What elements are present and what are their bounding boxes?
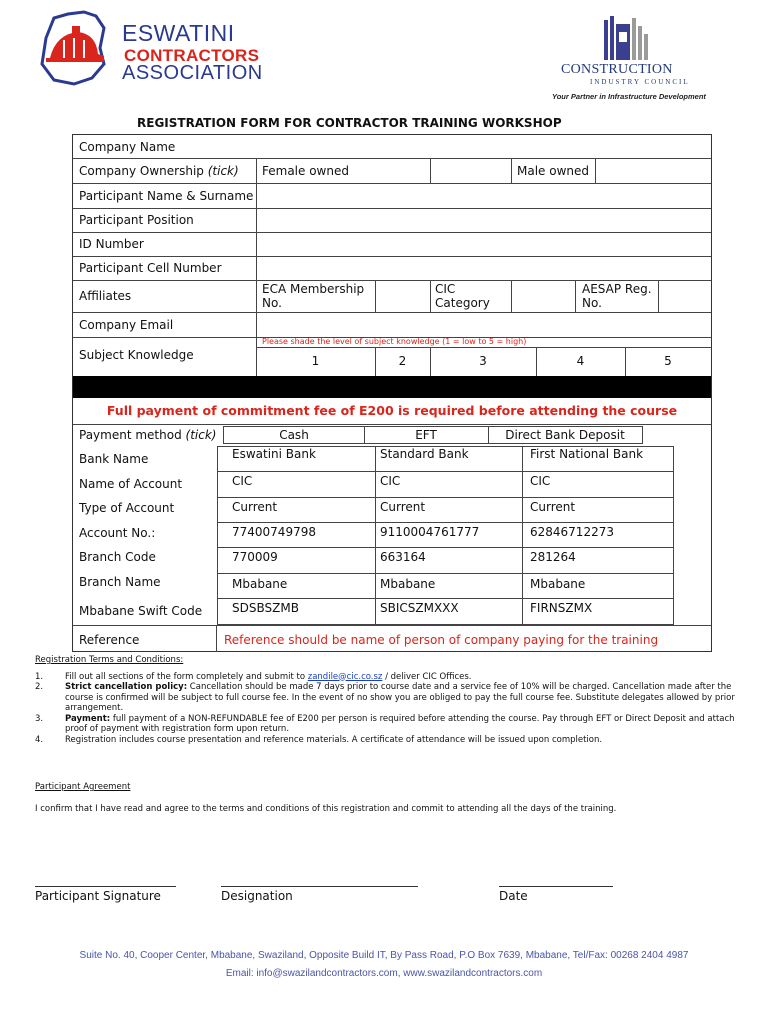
- label-participant-position: Participant Position: [79, 213, 194, 227]
- label-cell-number: Participant Cell Number: [79, 261, 222, 275]
- label-cic-category: CIC Category: [435, 282, 490, 310]
- agreement-heading: Participant Agreement: [35, 782, 131, 792]
- label-account-number: Account No.:: [79, 526, 156, 540]
- label-swift-code: Mbabane Swift Code: [79, 604, 203, 618]
- bank3-account-number: 62846712273: [530, 525, 614, 539]
- label-account-name: Name of Account: [79, 477, 183, 491]
- bank1-account-number: 77400749798: [232, 525, 316, 539]
- bank2-account-name: CIC: [380, 474, 401, 488]
- cic-subtitle: INDUSTRY COUNCIL: [590, 78, 690, 86]
- term-item: 2. Strict cancellation policy: Cancellation should be made 7 days prior to course date and a service fee of 10% will be charged. Cancellation made after the course is confirmed will be subject to full course fee. In the event of no show you are obliged to pay the full course fee. Substitute delegates allowed by prior arrangement.: [35, 682, 735, 713]
- participant-signature-label: Participant Signature: [35, 889, 161, 903]
- bank2-branch-code: 663164: [380, 550, 426, 564]
- designation-label: Designation: [221, 889, 293, 903]
- date-line[interactable]: [499, 886, 613, 887]
- label-branch-name: Branch Name: [79, 575, 161, 589]
- bank1-name: Eswatini Bank: [232, 447, 316, 461]
- bank3-account-type: Current: [530, 500, 576, 514]
- payment-option-eft[interactable]: EFT: [415, 428, 437, 442]
- terms-list: [35, 672, 747, 746]
- label-reference: Reference: [79, 633, 140, 647]
- label-affiliates: Affiliates: [79, 289, 132, 303]
- aesap-reg-field[interactable]: [661, 283, 709, 309]
- terms-heading: Registration Terms and Conditions:: [35, 655, 184, 665]
- knowledge-level-2[interactable]: 2: [398, 354, 407, 368]
- terms-section: [35, 655, 747, 814]
- term-item: 3. Payment: full payment of a NON-REFUNDABLE fee of E200 per person is required before attending the course. Pay through EFT or Direct Deposit and attach proof of payment with registration form upon return.: [35, 713, 735, 734]
- bank1-account-name: CIC: [232, 474, 253, 488]
- eca-name-line2: CONTRACTORS: [124, 46, 260, 65]
- bank3-swift-code: FIRNSZMX: [530, 601, 593, 615]
- option-male-owned[interactable]: Male owned: [517, 164, 589, 178]
- date-label: Date: [499, 889, 528, 903]
- agreement-text: I confirm that I have read and agree to the terms and conditions of this registration and commit to attending all the days of the training.: [35, 803, 617, 814]
- bank1-swift-code: SDSBSZMB: [232, 601, 299, 615]
- knowledge-level-4[interactable]: 4: [576, 354, 585, 368]
- bank2-account-type: Current: [380, 500, 426, 514]
- bank1-branch-name: Mbabane: [232, 577, 288, 591]
- label-account-type: Type of Account: [79, 501, 175, 515]
- bank2-branch-name: Mbabane: [380, 577, 436, 591]
- label-payment-method: Payment method (tick): [79, 428, 217, 442]
- designation-line[interactable]: [221, 886, 418, 887]
- knowledge-note: Please shade the level of subject knowledge (1 = low to 5 = high): [262, 337, 527, 346]
- female-owned-tickbox[interactable]: [433, 161, 509, 181]
- bank1-account-type: Current: [232, 500, 278, 514]
- company-email-field[interactable]: [263, 318, 703, 332]
- option-female-owned[interactable]: Female owned: [262, 164, 349, 178]
- reference-note: Reference should be name of person of company paying for the training: [224, 633, 659, 647]
- male-owned-tickbox[interactable]: [598, 161, 708, 181]
- cic-tagline: Your Partner in Infrastructure Development: [552, 92, 706, 101]
- participant-name-field[interactable]: [263, 189, 703, 203]
- participant-signature-line[interactable]: [35, 886, 176, 887]
- eca-membership-field[interactable]: [378, 283, 428, 309]
- payment-option-direct-deposit[interactable]: Direct Bank Deposit: [505, 428, 625, 442]
- bank3-branch-name: Mbabane: [530, 577, 586, 591]
- label-bank-name: Bank Name: [79, 452, 149, 466]
- label-company-name: Company Name: [79, 140, 176, 154]
- knowledge-level-3[interactable]: 3: [479, 354, 487, 368]
- term-item: 4. Registration includes course presentation and reference materials. A certificate of attendance will be issued upon completion.: [35, 734, 603, 745]
- payment-methods-box: [223, 426, 643, 444]
- eca-name-line1: ESWATINI: [122, 20, 235, 46]
- label-aesap-reg: AESAP Reg. No.: [582, 282, 652, 310]
- label-company-email: Company Email: [79, 318, 174, 332]
- bank3-branch-code: 281264: [530, 550, 576, 564]
- footer-contact: Email: info@swazilandcontractors.com, www.swazilandcontractors.com: [225, 968, 543, 979]
- bank1-branch-code: 770009: [232, 550, 278, 564]
- bank3-name: First National Bank: [530, 447, 644, 461]
- label-branch-code: Branch Code: [79, 550, 156, 564]
- bank2-name: Standard Bank: [380, 447, 469, 461]
- label-eca-membership: ECA Membership No.: [262, 282, 365, 310]
- bank2-account-number: 9110004761777: [380, 525, 480, 539]
- id-number-field[interactable]: [263, 237, 703, 251]
- label-id-number: ID Number: [79, 237, 144, 251]
- cic-name: CONSTRUCTION: [561, 62, 673, 77]
- label-participant-name: Participant Name & Surname: [79, 189, 254, 203]
- label-subject-knowledge: Subject Knowledge: [79, 348, 194, 362]
- eca-name-line3: ASSOCIATION: [122, 62, 263, 84]
- term-item: 1. Fill out all sections of the form completely and submit to zandile@cic.co.sz / deliver CIC Offices.: [35, 671, 472, 682]
- cell-number-field[interactable]: [263, 261, 703, 275]
- registration-form: [72, 134, 712, 652]
- knowledge-level-1[interactable]: 1: [311, 354, 320, 368]
- company-name-field[interactable]: [263, 140, 703, 154]
- cic-logo: [590, 12, 660, 64]
- section-divider-bar: [73, 376, 711, 398]
- form-title: REGISTRATION FORM FOR CONTRACTOR TRAINING WORKSHOP: [137, 116, 562, 130]
- bank3-account-name: CIC: [530, 474, 551, 488]
- fee-notice: Full payment of commitment fee of E200 is required before attending the course: [106, 403, 678, 418]
- bank2-swift-code: SBICSZMXXX: [380, 601, 459, 615]
- participant-position-field[interactable]: [263, 213, 703, 227]
- payment-option-cash[interactable]: Cash: [279, 428, 309, 442]
- label-company-ownership: Company Ownership (tick): [79, 164, 239, 178]
- footer-address: Suite No. 40, Cooper Center, Mbabane, Swaziland, Opposite Build IT, By Pass Road, P.O Box 7639, Mbabane, Tel/Fax: 00268 2404 4987: [79, 950, 689, 961]
- cic-category-field[interactable]: [514, 283, 573, 309]
- knowledge-level-5[interactable]: 5: [664, 354, 672, 368]
- email-link[interactable]: zandile@cic.co.sz: [307, 671, 383, 682]
